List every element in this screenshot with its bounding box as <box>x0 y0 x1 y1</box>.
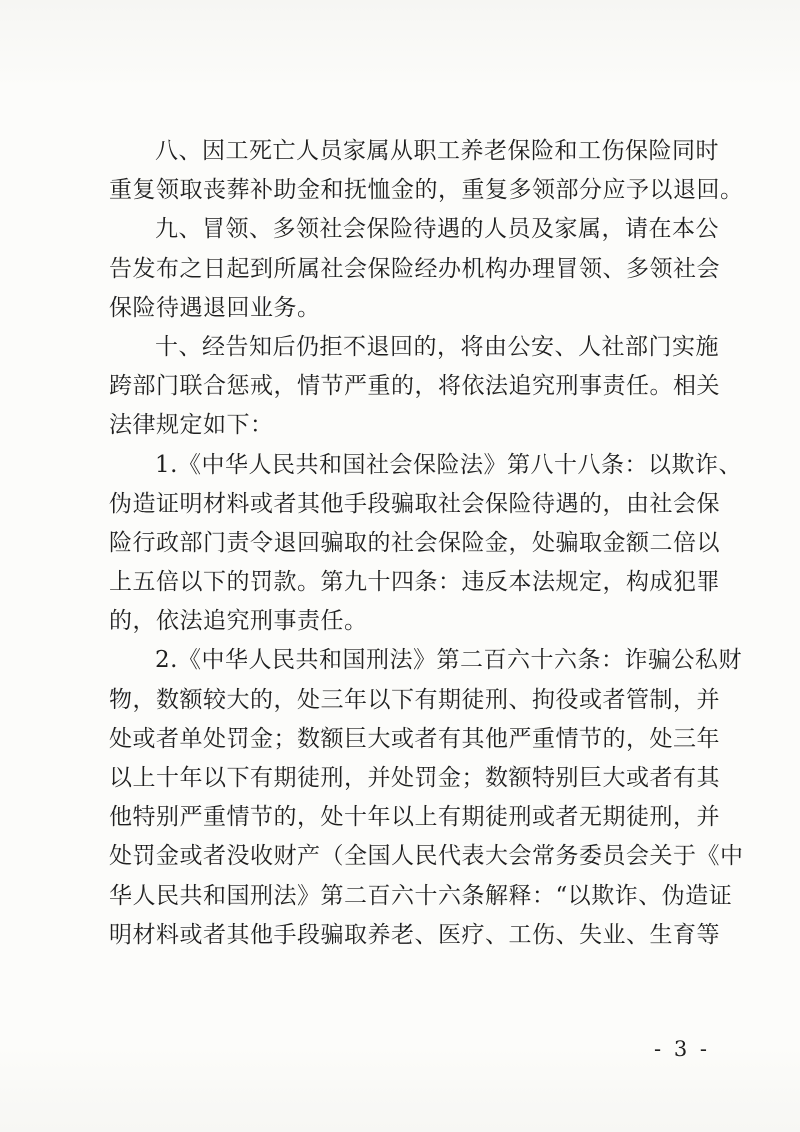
text-line: 跨部门联合惩戒，情节严重的，将依法追究刑事责任。相关 <box>109 373 720 400</box>
text-line: 1.《中华人民共和国社会保险法》第八十八条：以欺诈、 <box>155 451 742 478</box>
text-line: 上五倍以下的罚款。第九十四条：违反本法规定，构成犯罪 <box>109 569 720 596</box>
text-line: 华人民共和国刑法》第二百六十六条解释：“以欺诈、伪造证 <box>109 882 733 909</box>
text-line: 重复领取丧葬补助金和抚恤金的，重复多领部分应予以退回。 <box>109 177 744 204</box>
text-line: 处或者单处罚金；数额巨大或者有其他严重情节的，处三年 <box>109 725 720 752</box>
text-line: 明材料或者其他手段骗取养老、医疗、工伤、失业、生育等 <box>109 921 720 948</box>
text-line: 的，依法追究刑事责任。 <box>109 608 368 635</box>
text-line: 2.《中华人民共和国刑法》第二百六十六条：诈骗公私财 <box>155 647 742 674</box>
text-line: 处罚金或者没收财产（全国人民代表大会常务委员会关于《中 <box>109 843 744 870</box>
text-line: 十、经告知后仍拒不退回的，将由公安、人社部门实施 <box>155 333 719 360</box>
body-text <box>109 132 744 955</box>
text-line: 物，数额较大的，处三年以下有期徒刑、拘役或者管制，并 <box>109 686 720 713</box>
text-line: 保险待遇退回业务。 <box>109 294 321 321</box>
text-line: 伪造证明材料或者其他手段骗取社会保险待遇的，由社会保 <box>109 490 720 517</box>
text-line: 他特别严重情节的，处十年以上有期徒刑或者无期徒刑，并 <box>109 804 720 831</box>
text-line: 法律规定如下： <box>109 412 274 439</box>
page-number: - 3 - <box>654 1037 710 1061</box>
text-line: 告发布之日起到所属社会保险经办机构办理冒领、多领社会 <box>109 255 720 282</box>
text-line: 八、因工死亡人员家属从职工养老保险和工伤保险同时 <box>155 138 719 164</box>
text-line: 险行政部门责令退回骗取的社会保险金，处骗取金额二倍以 <box>109 529 720 556</box>
text-line: 九、冒领、多领社会保险待遇的人员及家属，请在本公 <box>155 216 719 243</box>
text-line: 以上十年以下有期徒刑，并处罚金；数额特别巨大或者有其 <box>109 765 720 791</box>
